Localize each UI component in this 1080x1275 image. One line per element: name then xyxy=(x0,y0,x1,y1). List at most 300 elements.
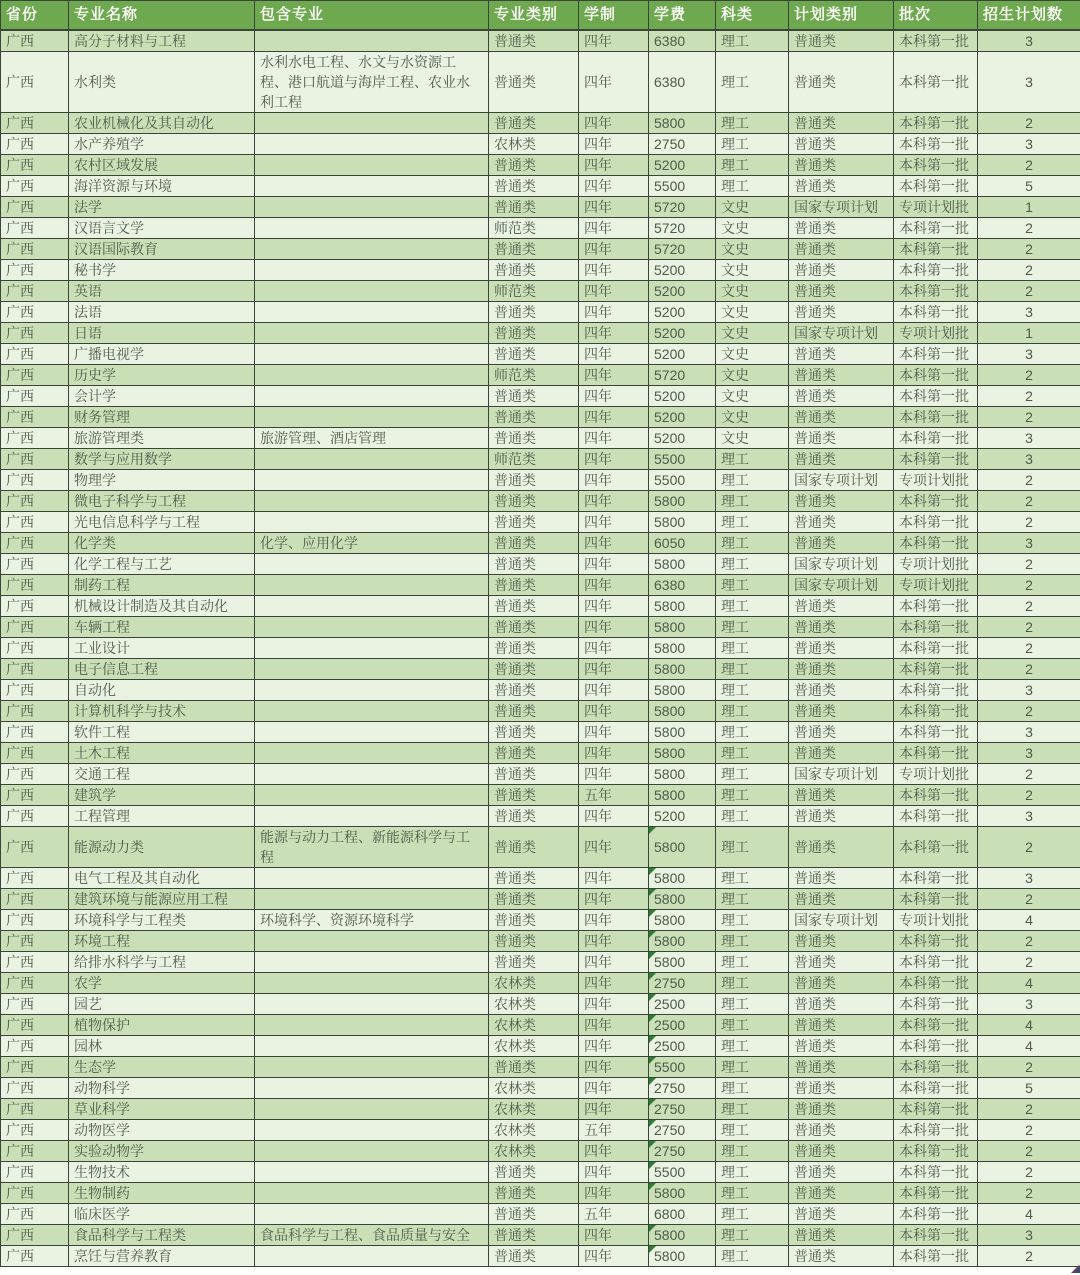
cell-major: 会计学 xyxy=(69,385,255,406)
cell-major: 机械设计制造及其自动化 xyxy=(69,595,255,616)
cell-category: 普通类 xyxy=(489,1245,579,1266)
cell-plan_type: 普通类 xyxy=(789,343,894,364)
cell-subject: 理工 xyxy=(716,448,789,469)
cell-subject: 文史 xyxy=(716,259,789,280)
cell-tuition: 5500 xyxy=(649,175,716,196)
cell-category: 普通类 xyxy=(489,679,579,700)
cell-province: 广西 xyxy=(1,322,69,343)
header-category: 专业类别 xyxy=(489,1,579,30)
table-row xyxy=(1,742,1080,763)
cell-province: 广西 xyxy=(1,742,69,763)
cell-count: 2 xyxy=(978,154,1080,175)
cell-province: 广西 xyxy=(1,826,69,867)
cell-plan_type: 普通类 xyxy=(789,406,894,427)
cell-category: 普通类 xyxy=(489,1056,579,1077)
cell-category: 师范类 xyxy=(489,448,579,469)
cell-includes: 旅游管理、酒店管理 xyxy=(255,427,489,448)
cell-tuition: 5720 xyxy=(649,364,716,385)
cell-batch: 本科第一批 xyxy=(894,637,978,658)
cell-subject: 理工 xyxy=(716,1203,789,1224)
cell-province: 广西 xyxy=(1,909,69,930)
cell-major: 汉语国际教育 xyxy=(69,238,255,259)
cell-batch: 本科第一批 xyxy=(894,406,978,427)
cell-plan_type: 普通类 xyxy=(789,1161,894,1182)
cell-category: 普通类 xyxy=(489,490,579,511)
cell-category: 普通类 xyxy=(489,1224,579,1245)
cell-batch: 本科第一批 xyxy=(894,490,978,511)
cell-plan_type: 国家专项计划 xyxy=(789,469,894,490)
cell-duration: 四年 xyxy=(579,679,649,700)
cell-province: 广西 xyxy=(1,112,69,133)
cell-category: 师范类 xyxy=(489,364,579,385)
cell-plan_type: 普通类 xyxy=(789,1224,894,1245)
cell-category: 普通类 xyxy=(489,51,579,112)
table-row xyxy=(1,1182,1080,1203)
table-row xyxy=(1,721,1080,742)
cell-count: 3 xyxy=(978,301,1080,322)
cell-count: 2 xyxy=(978,511,1080,532)
cell-tuition: 5200 xyxy=(649,385,716,406)
cell-major: 法语 xyxy=(69,301,255,322)
cell-province: 广西 xyxy=(1,553,69,574)
cell-category: 农林类 xyxy=(489,1098,579,1119)
cell-batch: 本科第一批 xyxy=(894,784,978,805)
cell-major: 法学 xyxy=(69,196,255,217)
cell-batch: 本科第一批 xyxy=(894,867,978,888)
table-row xyxy=(1,637,1080,658)
cell-batch: 本科第一批 xyxy=(894,1161,978,1182)
cell-batch: 本科第一批 xyxy=(894,343,978,364)
cell-category: 普通类 xyxy=(489,595,579,616)
cell-major: 水产养殖学 xyxy=(69,133,255,154)
table-row xyxy=(1,112,1080,133)
cell-subject: 理工 xyxy=(716,133,789,154)
cell-major: 计算机科学与技术 xyxy=(69,700,255,721)
table-row xyxy=(1,154,1080,175)
cell-plan_type: 普通类 xyxy=(789,301,894,322)
cell-count: 3 xyxy=(978,343,1080,364)
cell-tuition: 5200 xyxy=(649,280,716,301)
cell-category: 普通类 xyxy=(489,826,579,867)
cell-plan_type: 普通类 xyxy=(789,154,894,175)
cell-province: 广西 xyxy=(1,532,69,553)
cell-batch: 本科第一批 xyxy=(894,951,978,972)
cell-count: 3 xyxy=(978,1224,1080,1245)
cell-count: 4 xyxy=(978,1014,1080,1035)
cell-includes: 环境科学、资源环境科学 xyxy=(255,909,489,930)
cell-batch: 本科第一批 xyxy=(894,1140,978,1161)
cell-duration: 四年 xyxy=(579,658,649,679)
cell-plan_type: 普通类 xyxy=(789,133,894,154)
cell-major: 动物科学 xyxy=(69,1077,255,1098)
cell-tuition: 5720 xyxy=(649,238,716,259)
cell-duration: 四年 xyxy=(579,469,649,490)
header-major: 专业名称 xyxy=(69,1,255,30)
cell-major: 旅游管理类 xyxy=(69,427,255,448)
cell-category: 普通类 xyxy=(489,637,579,658)
cell-duration: 四年 xyxy=(579,930,649,951)
cell-plan_type: 普通类 xyxy=(789,742,894,763)
cell-count: 5 xyxy=(978,1077,1080,1098)
cell-province: 广西 xyxy=(1,993,69,1014)
cell-includes xyxy=(255,175,489,196)
cell-count: 2 xyxy=(978,951,1080,972)
cell-subject: 理工 xyxy=(716,826,789,867)
cell-tuition: 5800 xyxy=(649,637,716,658)
table-row xyxy=(1,993,1080,1014)
cell-tuition-with-note-marker: 5800 xyxy=(649,1224,716,1245)
cell-duration: 四年 xyxy=(579,217,649,238)
cell-subject: 文史 xyxy=(716,322,789,343)
cell-subject: 理工 xyxy=(716,721,789,742)
cell-batch: 本科第一批 xyxy=(894,805,978,826)
cell-count: 3 xyxy=(978,993,1080,1014)
cell-includes xyxy=(255,888,489,909)
table-row xyxy=(1,658,1080,679)
cell-plan_type: 普通类 xyxy=(789,826,894,867)
cell-province: 广西 xyxy=(1,469,69,490)
table-row xyxy=(1,867,1080,888)
cell-duration: 四年 xyxy=(579,406,649,427)
cell-tuition: 5200 xyxy=(649,406,716,427)
cell-category: 普通类 xyxy=(489,406,579,427)
cell-subject: 理工 xyxy=(716,867,789,888)
cell-major: 化学类 xyxy=(69,532,255,553)
cell-batch: 本科第一批 xyxy=(894,742,978,763)
cell-major: 软件工程 xyxy=(69,721,255,742)
cell-subject: 理工 xyxy=(716,1077,789,1098)
cell-province: 广西 xyxy=(1,259,69,280)
cell-plan_type: 普通类 xyxy=(789,721,894,742)
cell-major: 日语 xyxy=(69,322,255,343)
cell-duration: 四年 xyxy=(579,867,649,888)
cell-count: 2 xyxy=(978,1119,1080,1140)
cell-count: 2 xyxy=(978,700,1080,721)
cell-duration: 四年 xyxy=(579,532,649,553)
cell-plan_type: 普通类 xyxy=(789,364,894,385)
cell-duration: 四年 xyxy=(579,51,649,112)
cell-category: 农林类 xyxy=(489,1035,579,1056)
cell-batch: 本科第一批 xyxy=(894,595,978,616)
cell-batch: 本科第一批 xyxy=(894,532,978,553)
cell-major: 车辆工程 xyxy=(69,616,255,637)
cell-duration: 四年 xyxy=(579,595,649,616)
cell-tuition-with-note-marker: 2750 xyxy=(649,1077,716,1098)
cell-province: 广西 xyxy=(1,343,69,364)
cell-province: 广西 xyxy=(1,1119,69,1140)
cell-duration: 四年 xyxy=(579,637,649,658)
cell-category: 普通类 xyxy=(489,700,579,721)
cell-tuition: 5800 xyxy=(649,763,716,784)
cell-plan_type: 普通类 xyxy=(789,867,894,888)
cell-plan_type: 普通类 xyxy=(789,951,894,972)
cell-duration: 四年 xyxy=(579,1035,649,1056)
cell-count: 2 xyxy=(978,112,1080,133)
cell-subject: 理工 xyxy=(716,532,789,553)
cell-province: 广西 xyxy=(1,448,69,469)
cell-batch: 本科第一批 xyxy=(894,1203,978,1224)
cell-batch: 本科第一批 xyxy=(894,972,978,993)
cell-batch: 本科第一批 xyxy=(894,364,978,385)
cell-tuition-with-note-marker: 5800 xyxy=(649,826,716,867)
cell-batch: 本科第一批 xyxy=(894,1224,978,1245)
cell-category: 农林类 xyxy=(489,133,579,154)
table-row xyxy=(1,448,1080,469)
cell-duration: 四年 xyxy=(579,280,649,301)
cell-tuition: 5800 xyxy=(649,742,716,763)
cell-major: 电气工程及其自动化 xyxy=(69,867,255,888)
cell-subject: 理工 xyxy=(716,637,789,658)
cell-plan_type: 普通类 xyxy=(789,1182,894,1203)
header-tuition: 学费 xyxy=(649,1,716,30)
cell-count: 1 xyxy=(978,196,1080,217)
cell-count: 2 xyxy=(978,217,1080,238)
cell-subject: 理工 xyxy=(716,553,789,574)
cell-count: 2 xyxy=(978,280,1080,301)
cell-major: 秘书学 xyxy=(69,259,255,280)
cell-subject: 理工 xyxy=(716,1014,789,1035)
cell-includes xyxy=(255,700,489,721)
cell-category: 普通类 xyxy=(489,867,579,888)
cell-duration: 五年 xyxy=(579,784,649,805)
table-row xyxy=(1,406,1080,427)
cell-major: 生物技术 xyxy=(69,1161,255,1182)
cell-category: 农林类 xyxy=(489,1077,579,1098)
cell-province: 广西 xyxy=(1,30,69,52)
cell-major: 园艺 xyxy=(69,993,255,1014)
cell-category: 普通类 xyxy=(489,574,579,595)
table-row xyxy=(1,1245,1080,1266)
cell-tuition: 6800 xyxy=(649,1203,716,1224)
cell-subject: 理工 xyxy=(716,763,789,784)
cell-major: 英语 xyxy=(69,280,255,301)
cell-batch: 本科第一批 xyxy=(894,993,978,1014)
cell-category: 普通类 xyxy=(489,196,579,217)
table-body xyxy=(1,30,1080,1267)
cell-tuition: 5800 xyxy=(649,112,716,133)
cell-includes xyxy=(255,616,489,637)
cell-plan_type: 普通类 xyxy=(789,448,894,469)
cell-major: 土木工程 xyxy=(69,742,255,763)
cell-duration: 四年 xyxy=(579,196,649,217)
cell-includes xyxy=(255,972,489,993)
cell-major: 生态学 xyxy=(69,1056,255,1077)
cell-batch: 专项计划批 xyxy=(894,196,978,217)
cell-plan_type: 普通类 xyxy=(789,1014,894,1035)
cell-count: 2 xyxy=(978,1056,1080,1077)
cell-plan_type: 普通类 xyxy=(789,930,894,951)
cell-includes xyxy=(255,322,489,343)
cell-batch: 本科第一批 xyxy=(894,112,978,133)
cell-batch: 专项计划批 xyxy=(894,322,978,343)
cell-subject: 理工 xyxy=(716,490,789,511)
cell-category: 农林类 xyxy=(489,972,579,993)
cell-plan_type: 普通类 xyxy=(789,112,894,133)
cell-batch: 本科第一批 xyxy=(894,51,978,112)
cell-subject: 理工 xyxy=(716,175,789,196)
cell-duration: 四年 xyxy=(579,133,649,154)
cell-plan_type: 普通类 xyxy=(789,532,894,553)
cell-category: 普通类 xyxy=(489,175,579,196)
cell-duration: 四年 xyxy=(579,888,649,909)
cell-includes xyxy=(255,763,489,784)
cell-major: 农学 xyxy=(69,972,255,993)
cell-includes xyxy=(255,448,489,469)
cell-includes xyxy=(255,721,489,742)
cell-duration: 四年 xyxy=(579,448,649,469)
cell-batch: 本科第一批 xyxy=(894,1035,978,1056)
cell-duration: 五年 xyxy=(579,1203,649,1224)
cell-count: 1 xyxy=(978,322,1080,343)
cell-includes xyxy=(255,259,489,280)
cell-plan_type: 普通类 xyxy=(789,972,894,993)
cell-subject: 理工 xyxy=(716,930,789,951)
cell-major: 电子信息工程 xyxy=(69,658,255,679)
cell-includes xyxy=(255,1203,489,1224)
cell-tuition: 5800 xyxy=(649,658,716,679)
cell-count: 2 xyxy=(978,658,1080,679)
cell-plan_type: 普通类 xyxy=(789,490,894,511)
cell-plan_type: 国家专项计划 xyxy=(789,196,894,217)
cell-category: 普通类 xyxy=(489,930,579,951)
cell-tuition: 5800 xyxy=(649,700,716,721)
cell-batch: 本科第一批 xyxy=(894,385,978,406)
cell-duration: 四年 xyxy=(579,238,649,259)
cell-province: 广西 xyxy=(1,280,69,301)
cell-batch: 本科第一批 xyxy=(894,826,978,867)
cell-tuition: 6380 xyxy=(649,51,716,112)
cell-includes xyxy=(255,553,489,574)
cell-batch: 本科第一批 xyxy=(894,511,978,532)
cell-tuition: 5200 xyxy=(649,427,716,448)
cell-plan_type: 普通类 xyxy=(789,238,894,259)
cell-tuition: 5500 xyxy=(649,448,716,469)
cell-province: 广西 xyxy=(1,763,69,784)
table-row xyxy=(1,490,1080,511)
cell-batch: 本科第一批 xyxy=(894,1077,978,1098)
cell-province: 广西 xyxy=(1,1098,69,1119)
cell-major: 财务管理 xyxy=(69,406,255,427)
cell-includes xyxy=(255,679,489,700)
cell-count: 3 xyxy=(978,532,1080,553)
cell-plan_type: 普通类 xyxy=(789,511,894,532)
cell-count: 2 xyxy=(978,385,1080,406)
cell-major: 农业机械化及其自动化 xyxy=(69,112,255,133)
cell-category: 普通类 xyxy=(489,532,579,553)
cell-major: 历史学 xyxy=(69,364,255,385)
cell-category: 普通类 xyxy=(489,1182,579,1203)
cell-province: 广西 xyxy=(1,867,69,888)
cell-category: 农林类 xyxy=(489,993,579,1014)
cell-duration: 四年 xyxy=(579,385,649,406)
cell-tuition-with-note-marker: 5800 xyxy=(649,909,716,930)
cell-major: 交通工程 xyxy=(69,763,255,784)
cell-includes xyxy=(255,133,489,154)
cell-batch: 本科第一批 xyxy=(894,448,978,469)
cell-includes: 化学、应用化学 xyxy=(255,532,489,553)
table-row xyxy=(1,1077,1080,1098)
cell-duration: 四年 xyxy=(579,1056,649,1077)
cell-duration: 四年 xyxy=(579,427,649,448)
cell-category: 普通类 xyxy=(489,616,579,637)
cell-count: 3 xyxy=(978,427,1080,448)
cell-count: 2 xyxy=(978,616,1080,637)
header-row xyxy=(1,1,1080,30)
cell-count: 4 xyxy=(978,1035,1080,1056)
cell-batch: 本科第一批 xyxy=(894,1119,978,1140)
cell-major: 食品科学与工程类 xyxy=(69,1224,255,1245)
cell-major: 自动化 xyxy=(69,679,255,700)
cell-province: 广西 xyxy=(1,658,69,679)
table-row xyxy=(1,175,1080,196)
cell-count: 3 xyxy=(978,133,1080,154)
cell-major: 实验动物学 xyxy=(69,1140,255,1161)
cell-includes xyxy=(255,658,489,679)
cell-count: 2 xyxy=(978,1098,1080,1119)
cell-batch: 本科第一批 xyxy=(894,280,978,301)
cell-major: 建筑学 xyxy=(69,784,255,805)
cell-count: 2 xyxy=(978,1245,1080,1266)
cell-tuition-with-note-marker: 2500 xyxy=(649,1035,716,1056)
table-row xyxy=(1,595,1080,616)
cell-batch: 本科第一批 xyxy=(894,427,978,448)
cell-province: 广西 xyxy=(1,217,69,238)
cell-count: 2 xyxy=(978,1161,1080,1182)
cell-province: 广西 xyxy=(1,364,69,385)
cell-category: 普通类 xyxy=(489,553,579,574)
cell-subject: 理工 xyxy=(716,154,789,175)
cell-count: 2 xyxy=(978,574,1080,595)
cell-province: 广西 xyxy=(1,490,69,511)
cell-category: 农林类 xyxy=(489,1140,579,1161)
cell-major: 水利类 xyxy=(69,51,255,112)
cell-subject: 文史 xyxy=(716,385,789,406)
table-row xyxy=(1,217,1080,238)
cell-plan_type: 普通类 xyxy=(789,805,894,826)
cell-count: 2 xyxy=(978,238,1080,259)
cell-batch: 本科第一批 xyxy=(894,1056,978,1077)
cell-major: 环境科学与工程类 xyxy=(69,909,255,930)
cell-count: 4 xyxy=(978,972,1080,993)
cell-includes xyxy=(255,196,489,217)
cell-count: 2 xyxy=(978,490,1080,511)
cell-batch: 本科第一批 xyxy=(894,154,978,175)
cell-batch: 本科第一批 xyxy=(894,133,978,154)
cell-province: 广西 xyxy=(1,175,69,196)
cell-subject: 理工 xyxy=(716,1035,789,1056)
cell-duration: 四年 xyxy=(579,511,649,532)
cell-tuition-with-note-marker: 5800 xyxy=(649,951,716,972)
cell-plan_type: 普通类 xyxy=(789,217,894,238)
cell-major: 草业科学 xyxy=(69,1098,255,1119)
cell-subject: 理工 xyxy=(716,469,789,490)
table-row xyxy=(1,1056,1080,1077)
cell-includes xyxy=(255,217,489,238)
cell-major: 农村区域发展 xyxy=(69,154,255,175)
cell-tuition-with-note-marker: 5800 xyxy=(649,930,716,951)
cell-tuition-with-note-marker: 2750 xyxy=(649,972,716,993)
cell-plan_type: 普通类 xyxy=(789,658,894,679)
cell-province: 广西 xyxy=(1,238,69,259)
cell-includes xyxy=(255,1119,489,1140)
cell-plan_type: 普通类 xyxy=(789,700,894,721)
cell-tuition-with-note-marker: 5800 xyxy=(649,888,716,909)
cell-subject: 理工 xyxy=(716,972,789,993)
cell-duration: 四年 xyxy=(579,175,649,196)
cell-category: 农林类 xyxy=(489,1014,579,1035)
cell-tuition: 5800 xyxy=(649,553,716,574)
cell-duration: 四年 xyxy=(579,805,649,826)
